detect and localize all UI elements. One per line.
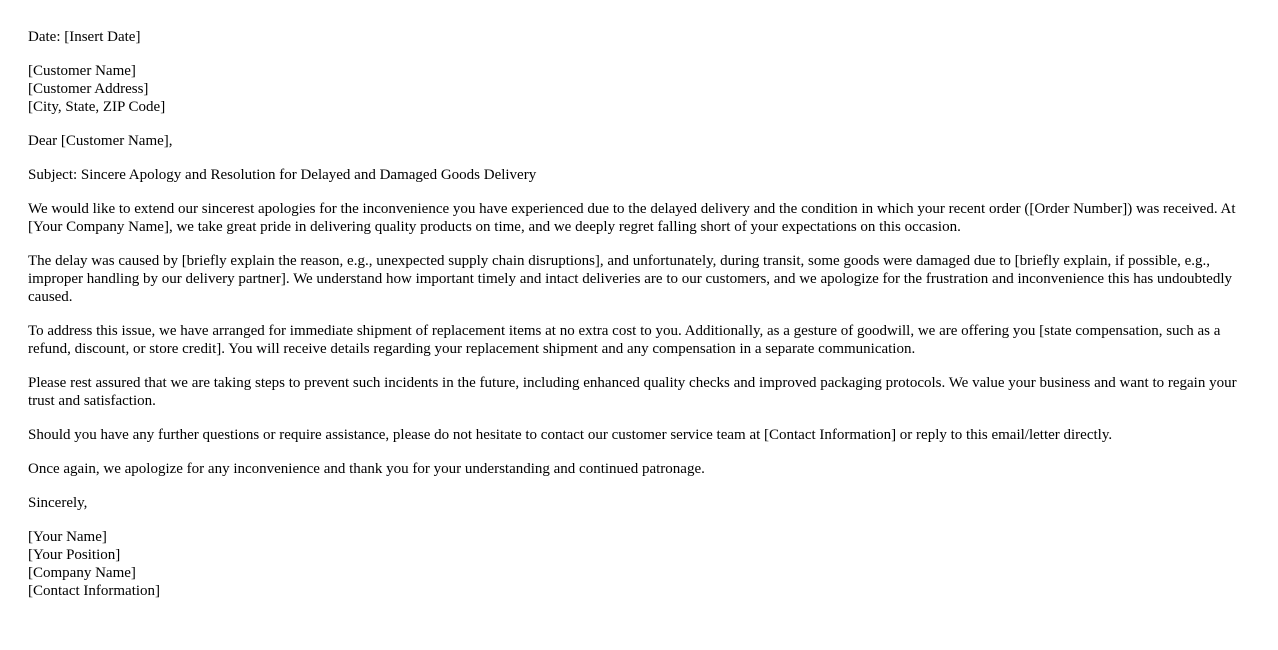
letter-date: Date: [Insert Date]	[28, 29, 141, 45]
signature-name: [Your Name]	[28, 529, 107, 545]
letter-body	[28, 28, 1250, 616]
body-paragraph: Once again, we apologize for any inconvenience and thank you for your understanding and continued patronage.	[28, 461, 705, 477]
recipient-block	[28, 62, 1250, 116]
body-paragraph: Please rest assured that we are taking steps to prevent such incidents in the future, including enhanced quality checks and improved packaging protocols. We value your business and want to regain your trust and satisfaction.	[28, 375, 1237, 409]
salutation: Dear [Customer Name],	[28, 133, 173, 149]
recipient-name: [Customer Name]	[28, 63, 136, 79]
signature-position: [Your Position]	[28, 547, 121, 563]
subject-line: Subject: Sincere Apology and Resolution for Delayed and Damaged Goods Delivery	[28, 167, 537, 183]
body-paragraph: To address this issue, we have arranged for immediate shipment of replacement items at no extra cost to you. Additionally, as a gesture of goodwill, we are offering you [state compensation, such as a refund, discount, or store credit]. You will receive details regarding your replacement shipment and any compensation in a separate communication.	[28, 323, 1221, 357]
body-paragraph: We would like to extend our sincerest apologies for the inconvenience you have experienced due to the delayed delivery and the condition in which your recent order ([Order Number]) was received. At [Your Company Name], we take great pride in delivering quality products on time, and we deeply regret falling short of your expectations on this occasion.	[28, 201, 1236, 235]
signature-company: [Company Name]	[28, 565, 136, 581]
signature-contact: [Contact Information]	[28, 583, 161, 599]
recipient-city: [City, State, ZIP Code]	[28, 99, 166, 115]
body-paragraph: The delay was caused by [briefly explain the reason, e.g., unexpected supply chain disruptions], and unfortunately, during transit, some goods were damaged due to [briefly explain, if possible, e.g., improper handling by our delivery partner]. We understand how important timely and intact deliveries are to our customers, and we apologize for the frustration and inconvenience this has undoubtedly caused.	[28, 253, 1232, 305]
signature-block	[28, 528, 1250, 600]
closing: Sincerely,	[28, 495, 88, 511]
recipient-address: [Customer Address]	[28, 81, 149, 97]
body-paragraph: Should you have any further questions or require assistance, please do not hesitate to contact our customer service team at [Contact Information] or reply to this email/letter directly.	[28, 427, 1113, 443]
